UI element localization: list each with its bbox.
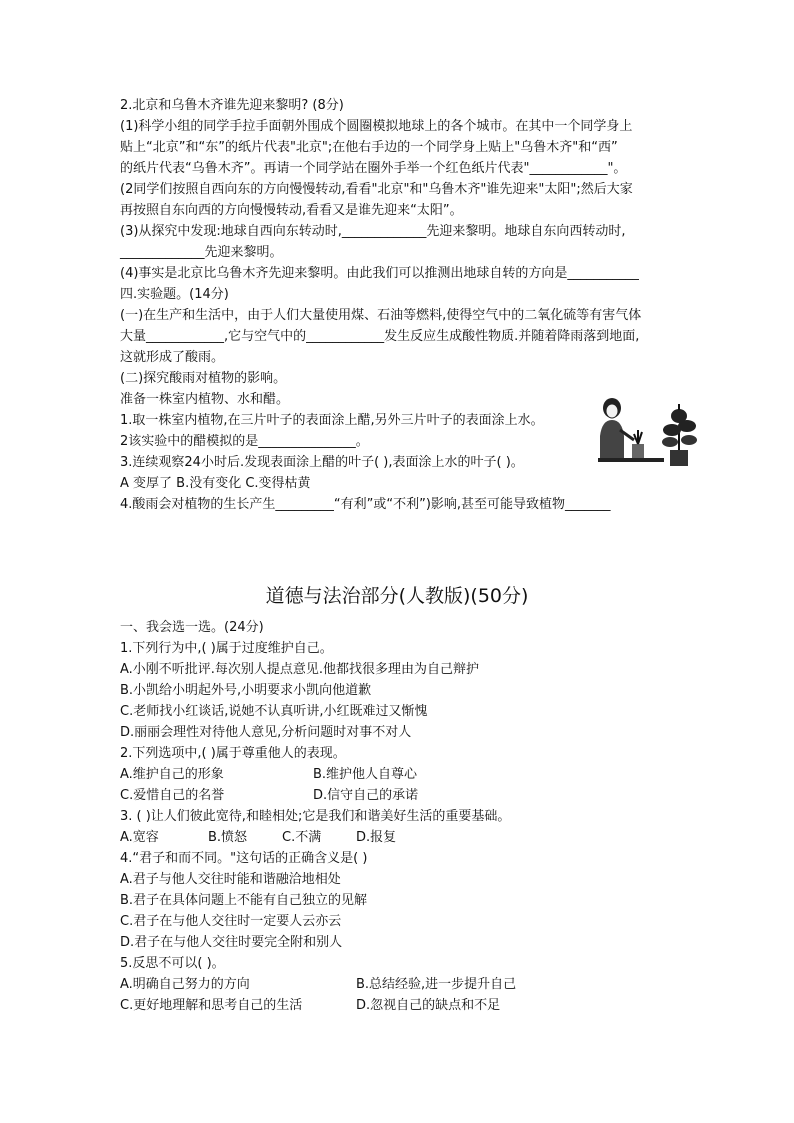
ethics-line: 一、我会选一选。(24分) <box>120 620 264 635</box>
science-line: (二)探究酸雨对植物的影响。 <box>120 371 287 386</box>
ethics-line: B.小凯给小明起外号,小明要求小凯向他道歉 <box>120 683 372 698</box>
student-watering-plants-illustration <box>592 396 702 470</box>
question-line: 5.反思不可以( )。 <box>120 956 225 971</box>
ethics-line: D.丽丽会理性对待他人意见,分析问题时对事不对人 <box>120 725 412 740</box>
section-title: 道德与法治部分(人教版)(50分) <box>265 585 529 607</box>
option: B.君子在具体问题上不能有自己独立的见解 <box>120 893 368 908</box>
ethics-line: 2.下列选项中,( )属于尊重他人的表现。 <box>120 746 346 761</box>
science-line: (一)在生产和生活中，由于人们大量使用煤、石油等燃料,使得空气中的二氧化硫等有害气体 <box>120 308 642 323</box>
science-line: (1)科学小组的同学手拉手面朝外围成个圆圈模拟地球上的各个城市。在其中一个同学身上 <box>120 119 633 134</box>
science-line: A 变厚了 B.没有变化 C.变得枯黄 <box>120 476 311 491</box>
ethics-line: C.老师找小红谈话,说她不认真听讲,小红既难过又惭愧 <box>120 704 428 719</box>
option: C.君子在与他人交往时一定要人云亦云 <box>120 914 342 929</box>
option: A.宽容 <box>120 830 159 845</box>
ethics-line: A.小刚不听批评.每次别人提点意见.他都找很多理由为自己辩护 <box>120 662 480 677</box>
science-line: 1.取一株室内植物,在三片叶子的表面涂上醋,另外三片叶子的表面涂上水。 <box>120 413 544 428</box>
option: B.愤怒 <box>208 830 248 845</box>
question-line: 3. ( )让人们彼此宽待,和睦相处;它是我们和谐美好生活的重要基础。 <box>120 809 511 824</box>
science-line: (4)事实是北京比乌鲁木齐先迎来黎明。由此我们可以推测出地球自转的方向是___________ <box>120 266 639 281</box>
science-line: (3)从探究中发现:地球自西向东转动时,_____________先迎来黎明。地球自东向西转动时, <box>120 224 626 239</box>
option: D.君子在与他人交往时要完全附和别人 <box>120 935 343 950</box>
ethics-line: 1.下列行为中,( )属于过度维护自己。 <box>120 641 333 656</box>
science-line: _____________先迎来黎明。 <box>120 245 283 260</box>
science-line: (2同学们按照自西向东的方向慢慢转动,看看"北京"和"乌鲁木齐"谁先迎来"太阳";然后大家 <box>120 182 633 197</box>
option: B.维护他人自尊心 <box>313 767 418 782</box>
option: D.报复 <box>356 830 397 845</box>
science-line: 再按照自东向西的方向慢慢转动,看看又是谁先迎来“太阳”。 <box>120 203 463 218</box>
science-line: 大量____________,它与空气中的____________发生反应生成酸性物质.并随着降雨落到地面, <box>120 329 640 344</box>
science-line: 4.酸雨会对植物的生长产生_________“有利”或“不利”)影响,甚至可能导致植物_______ <box>120 497 611 512</box>
option: C.更好地理解和思考自己的生活 <box>120 998 303 1013</box>
science-line: 贴上“北京”和“东”的纸片代表"北京";在他右手边的一个同学身上贴上"乌鲁木齐"和“西” <box>120 140 618 155</box>
option: A.明确自己努力的方向 <box>120 977 250 992</box>
option: C.爱惜自己的名誉 <box>120 788 225 803</box>
question-line: 4.“君子和而不同。"这句话的正确含义是( ) <box>120 851 368 866</box>
science-line: 的纸片代表“乌鲁木齐”。再请一个同学站在圈外手举一个红色纸片代表"____________"。 <box>120 161 627 176</box>
science-line: 2该实验中的醋模拟的是_______________。 <box>120 434 369 449</box>
option: C.不满 <box>282 830 322 845</box>
science-line: 2.北京和乌鲁木齐谁先迎来黎明? (8分) <box>120 98 344 113</box>
option: A.维护自己的形象 <box>120 767 224 782</box>
option: D.忽视自己的缺点和不足 <box>356 998 501 1013</box>
science-line: 准备一株室内植物、水和醋。 <box>120 392 290 407</box>
option: B.总结经验,进一步提升自己 <box>356 977 517 992</box>
option: A.君子与他人交往时能和谐融洽地相处 <box>120 872 341 887</box>
option: D.信守自己的承诺 <box>313 788 419 803</box>
science-line: 这就形成了酸雨。 <box>120 350 225 365</box>
science-line: 四.实验题。(14分) <box>120 287 229 302</box>
science-line: 3.连续观察24小时后.发现表面涂上醋的叶子( ),表面涂上水的叶子( )。 <box>120 455 524 470</box>
